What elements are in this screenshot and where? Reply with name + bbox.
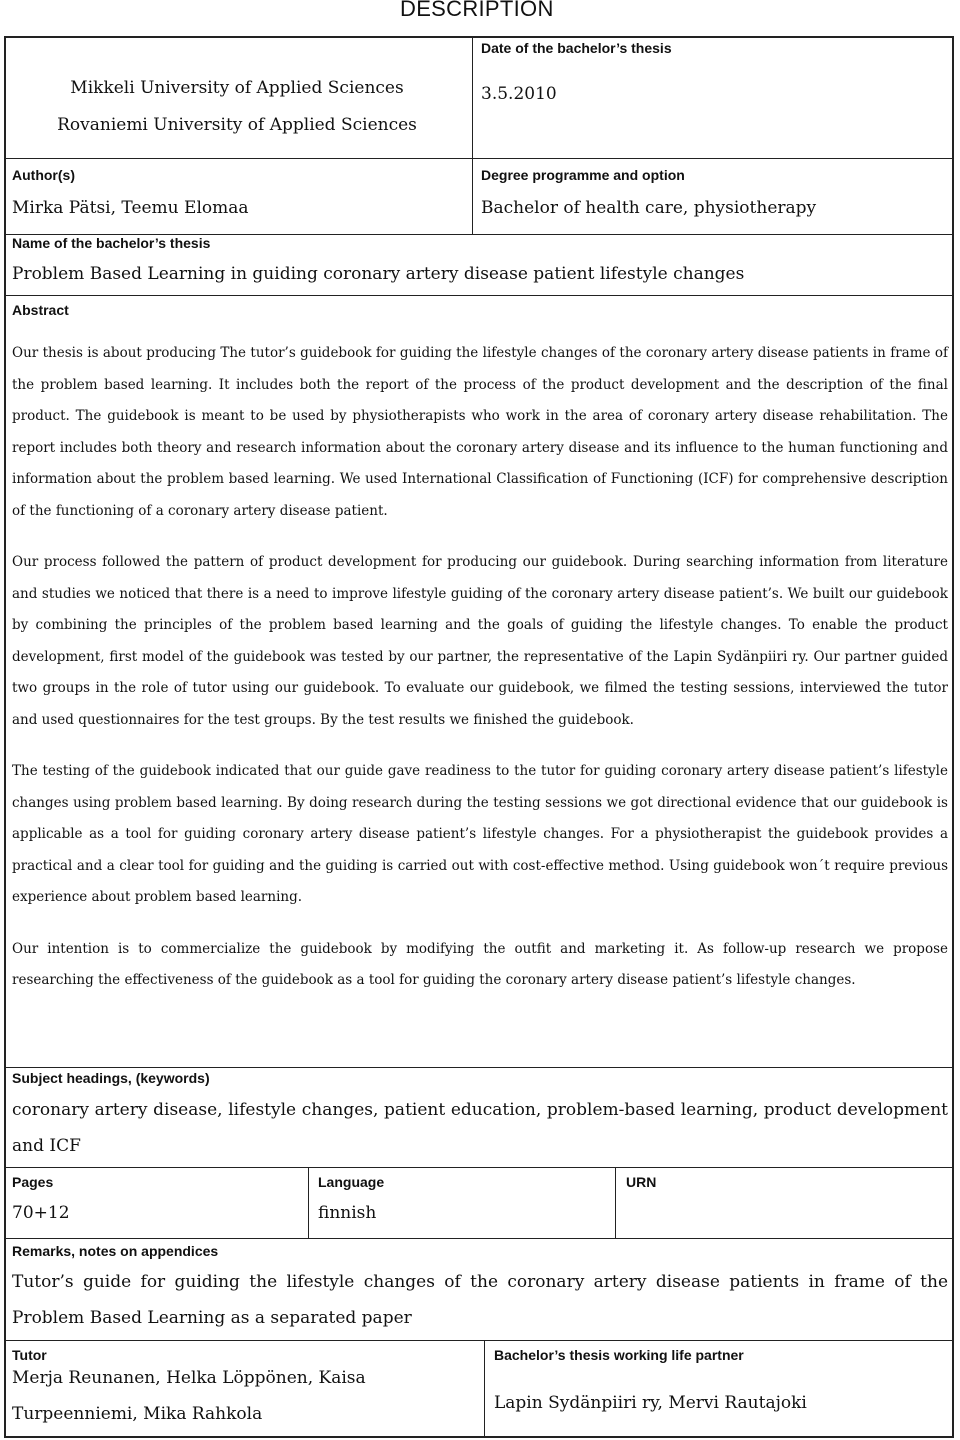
- divider: [4, 1238, 954, 1239]
- authors-value: Mirka Pätsi, Teemu Elomaa: [12, 198, 249, 218]
- degree-label: Degree programme and option: [481, 167, 685, 183]
- authors-label: Author(s): [12, 167, 75, 183]
- remarks-value: Tutor’s guide for guiding the lifestyle changes of the coronary artery disease patients in frame of the Problem Based Learning as a separated paper: [12, 1272, 948, 1328]
- divider: [4, 1340, 954, 1341]
- divider: [308, 1167, 309, 1238]
- page-title: DESCRIPTION: [400, 0, 554, 21]
- date-label: Date of the bachelor’s thesis: [481, 40, 672, 56]
- divider: [4, 1067, 954, 1068]
- tutor-label: Tutor: [12, 1347, 47, 1363]
- thesis-name-label: Name of the bachelor’s thesis: [12, 235, 211, 251]
- pages-value: 70+12: [12, 1203, 70, 1223]
- divider: [472, 36, 473, 234]
- keywords-value: coronary artery disease, lifestyle changes, patient education, problem-based learning, product development and ICF: [12, 1100, 948, 1156]
- divider: [4, 1167, 954, 1168]
- abstract-paragraph: The testing of the guidebook indicated that our guide gave readiness to the tutor for guiding coronary artery disease patient’s lifestyle changes using problem based learning. By doing research during the testing sessions we got directional evidence that our guidebook is applicable as a tool for guiding coronary artery disease patient’s lifestyle changes. For a physiotherapist the guidebook provides a practical and a clear tool for guiding and the guiding is carried out with cost-effective method. Using guidebook won´t require previous experience about problem based learning.: [12, 763, 948, 905]
- divider: [4, 295, 954, 296]
- tutor-value: Merja Reunanen, Helka Löppönen, Kaisa Turpeenniemi, Mika Rahkola: [12, 1368, 366, 1424]
- abstract-body: [12, 338, 948, 1017]
- partner-value: Lapin Sydänpiiri ry, Mervi Rautajoki: [494, 1393, 807, 1413]
- divider: [4, 158, 954, 159]
- language-label: Language: [318, 1174, 385, 1190]
- degree-value: Bachelor of health care, physiotherapy: [481, 198, 817, 218]
- divider: [484, 1340, 485, 1438]
- abstract-label: Abstract: [12, 302, 69, 318]
- pages-label: Pages: [12, 1174, 54, 1190]
- remarks-label: Remarks, notes on appendices: [12, 1243, 219, 1259]
- abstract-paragraph: Our intention is to commercialize the guidebook by modifying the outfit and marketing it. As follow-up research we propose researching the effectiveness of the guidebook as a tool for guiding the coronary artery disease patient’s lifestyle changes.: [12, 940, 948, 988]
- partner-label: Bachelor’s thesis working life partner: [494, 1347, 744, 1363]
- abstract-paragraph: Our process followed the pattern of product development for producing our guidebook. During searching information from literature and studies we noticed that there is a need to improve lifestyle guiding of the coronary artery disease patient’s. We built our guidebook by combining the principles of the problem based learning and the goals of guiding the lifestyle changes. To enable the product development, first model of the guidebook was tested by our partner, the representative of the Lapin Sydänpiiri ry. Our partner guided two groups in the role of tutor using our guidebook. To evaluate our guidebook, we filmed the testing sessions, interviewed the tutor and used questionnaires for the test groups. By the test results we finished the guidebook.: [12, 554, 948, 728]
- thesis-name-value: Problem Based Learning in guiding coronary artery disease patient lifestyle changes: [12, 264, 745, 284]
- university-name: Rovaniemi University of Applied Sciences: [57, 115, 417, 135]
- date-value: 3.5.2010: [481, 84, 557, 104]
- keywords-label: Subject headings, (keywords): [12, 1070, 210, 1086]
- urn-label: URN: [626, 1174, 657, 1190]
- university-name: Mikkeli University of Applied Sciences: [70, 78, 404, 98]
- language-value: finnish: [318, 1203, 377, 1223]
- divider: [615, 1167, 616, 1238]
- abstract-paragraph: Our thesis is about producing The tutor’s guidebook for guiding the lifestyle changes of the coronary artery disease patients in frame of the problem based learning. It includes both the report of the process of the product development and the description of the final product. The guidebook is meant to be used by physiotherapists who work in the area of coronary artery disease rehabilitation. The report includes both theory and research information about the coronary artery disease and its influence to the human functioning and information about the problem based learning. We used International Classification of Functioning (ICF) for comprehensive description of the functioning of a coronary artery disease patient.: [12, 345, 948, 519]
